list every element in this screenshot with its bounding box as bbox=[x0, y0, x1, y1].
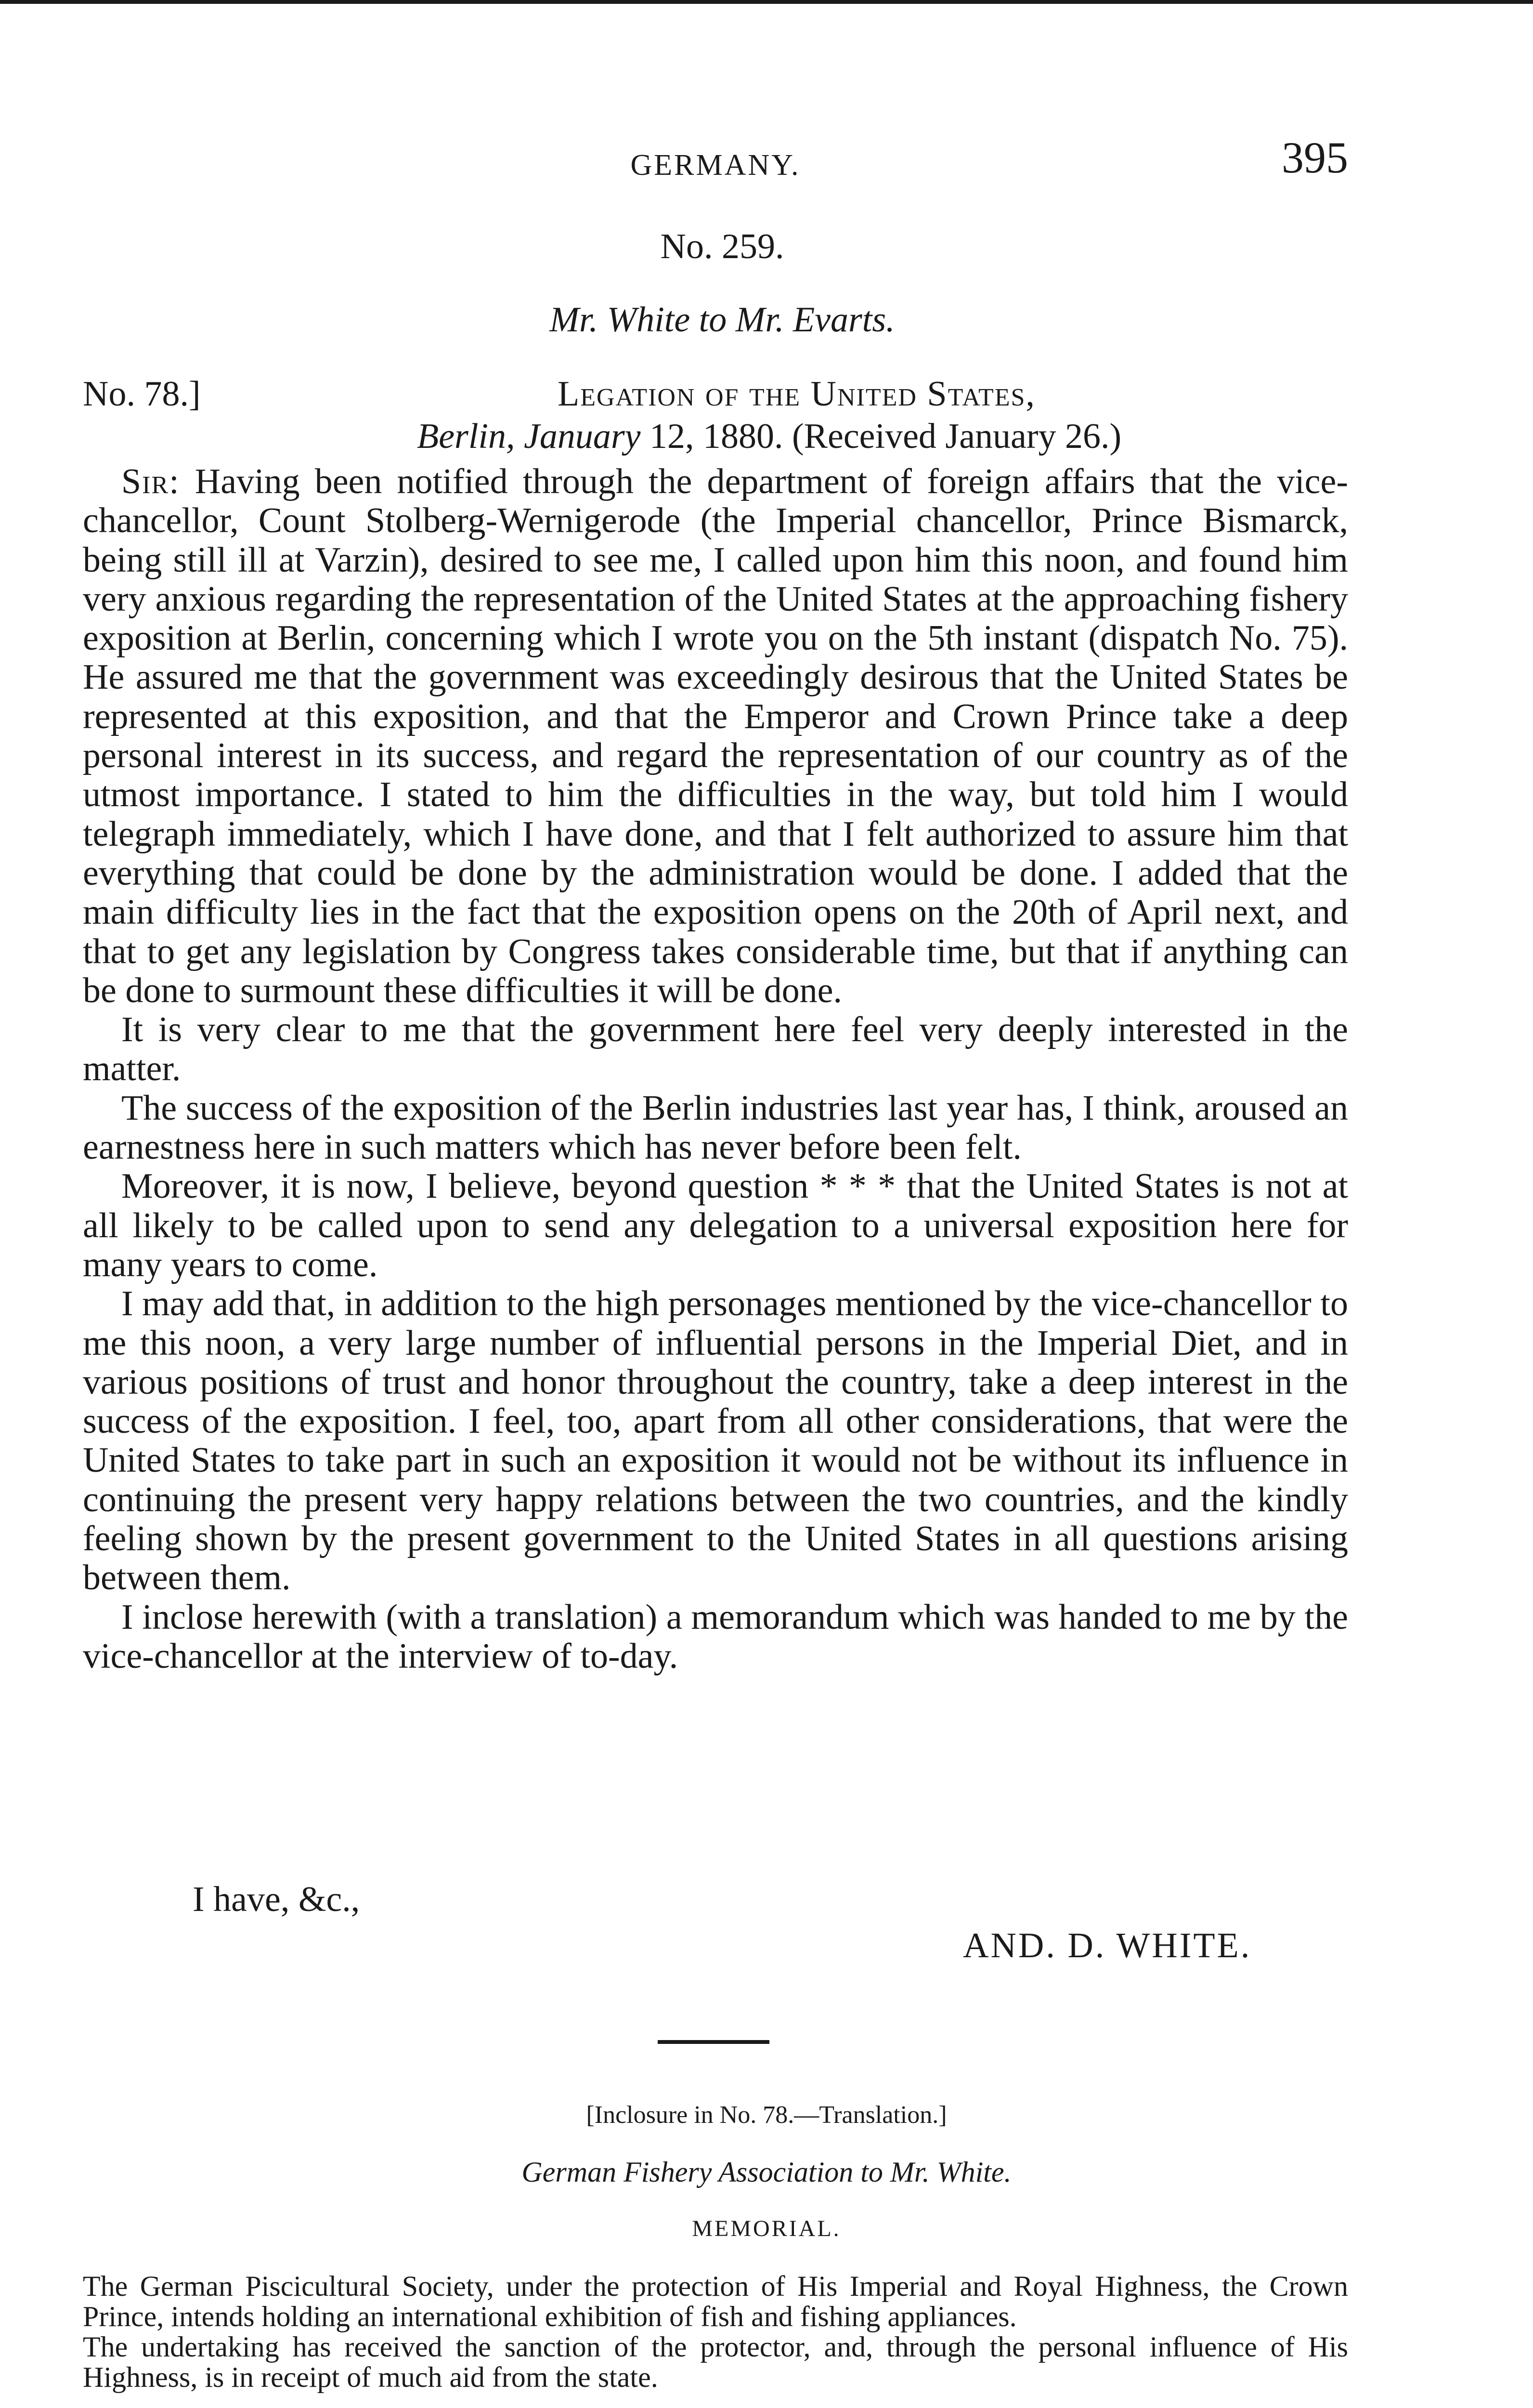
paragraph: I inclose herewith (with a translation) a memorandum which was handed to me by the vice-chancellor at the interview of to-day. bbox=[83, 1597, 1348, 1676]
top-border-rule bbox=[0, 0, 1533, 4]
section-divider bbox=[658, 2040, 769, 2044]
dateline bbox=[417, 416, 1121, 457]
document-number: No. 259. bbox=[660, 227, 784, 266]
signature: AND. D. WHITE. bbox=[963, 1926, 1252, 1965]
legation-line: Legation of the United States, bbox=[558, 374, 1036, 414]
running-title: GERMANY. bbox=[630, 149, 801, 182]
document-heading: Mr. White to Mr. Evarts. bbox=[549, 300, 895, 340]
paragraph bbox=[83, 462, 1348, 1010]
paragraph: Moreover, it is now, I believe, beyond question * * * that the United States is not at all likely to be called upon to send any delegation to a universal exposition here for many years to come. bbox=[83, 1166, 1348, 1284]
page-number: 395 bbox=[1282, 133, 1348, 182]
letter-body bbox=[83, 462, 1348, 1676]
paragraph-text: Having been notified through the department of foreign affairs that the vice-chancellor, Count Stolberg-Wernigerode (the Imperial chancellor, Prince Bismarck, being still ill at Varzin), desired to see me, I called upon him this noon, and found him very anxious regarding the representation of the United States at the approaching fishery exposition at Berlin, concerning which I wrote you on the 5th instant (dispatch No. 75). He assured me that the government was exceedingly desirous that the United States be represented at this exposition, and that the Emperor and Crown Prince take a deep personal interest in its success, and regard the representation of our country as of the utmost importance. I stated to him the difficulties in the way, but told him I would telegraph immediately, which I have done, and that I felt authorized to assure him that everything that could be done by the administration would be done. I added that the main difficulty lies in the fact that the exposition opens on the 20th of April next, and that to get any legislation by Congress takes considerable time, but that if anything can be done to surmount these difficulties it will be done. bbox=[83, 462, 1348, 1010]
dispatch-number: No. 78.] bbox=[83, 374, 201, 414]
salutation: Sir: bbox=[121, 462, 180, 501]
page-header bbox=[83, 129, 1348, 187]
inclosure-note: [Inclosure in No. 78.—Translation.] bbox=[586, 2101, 947, 2129]
memorial-paragraph: The undertaking has received the sanction of the protector, and, through the personal influence of His Highness, is in receipt of much aid from the state. bbox=[83, 2331, 1348, 2393]
memorial-paragraph: The German Piscicultural Society, under the protection of His Imperial and Royal Highness, the Crown Prince, intends holding an international exhibition of fish and fishing appliances. bbox=[83, 2270, 1348, 2332]
dateline-place: Berlin, bbox=[417, 417, 515, 456]
closing: I have, &c., bbox=[193, 1880, 360, 1919]
dateline-rest: 12, 1880. (Received January 26.) bbox=[649, 417, 1122, 456]
memorial-title: MEMORIAL. bbox=[692, 2216, 841, 2241]
dateline-month: January bbox=[523, 417, 641, 456]
paragraph: I may add that, in addition to the high personages mentioned by the vice-chancellor to me this noon, a very large number of influential persons in the Imperial Diet, and in various positions of trust and honor throughout the country, take a deep interest in the success of the exposition. I feel, too, apart from all other considerations, that were the United States to take part in such an exposition it would not be without its influence in continuing the present very happy relations between the two countries, and the kindly feeling shown by the present government to the United States in all questions arising between them. bbox=[83, 1284, 1348, 1598]
memorial-body bbox=[83, 2271, 1348, 2393]
inclosure-heading: German Fishery Association to Mr. White. bbox=[521, 2156, 1012, 2188]
paragraph: The success of the exposition of the Berlin industries last year has, I think, aroused an earnestness here in such matters which has never before been felt. bbox=[83, 1088, 1348, 1167]
paragraph: It is very clear to me that the government here feel very deeply interested in the matter. bbox=[83, 1010, 1348, 1089]
